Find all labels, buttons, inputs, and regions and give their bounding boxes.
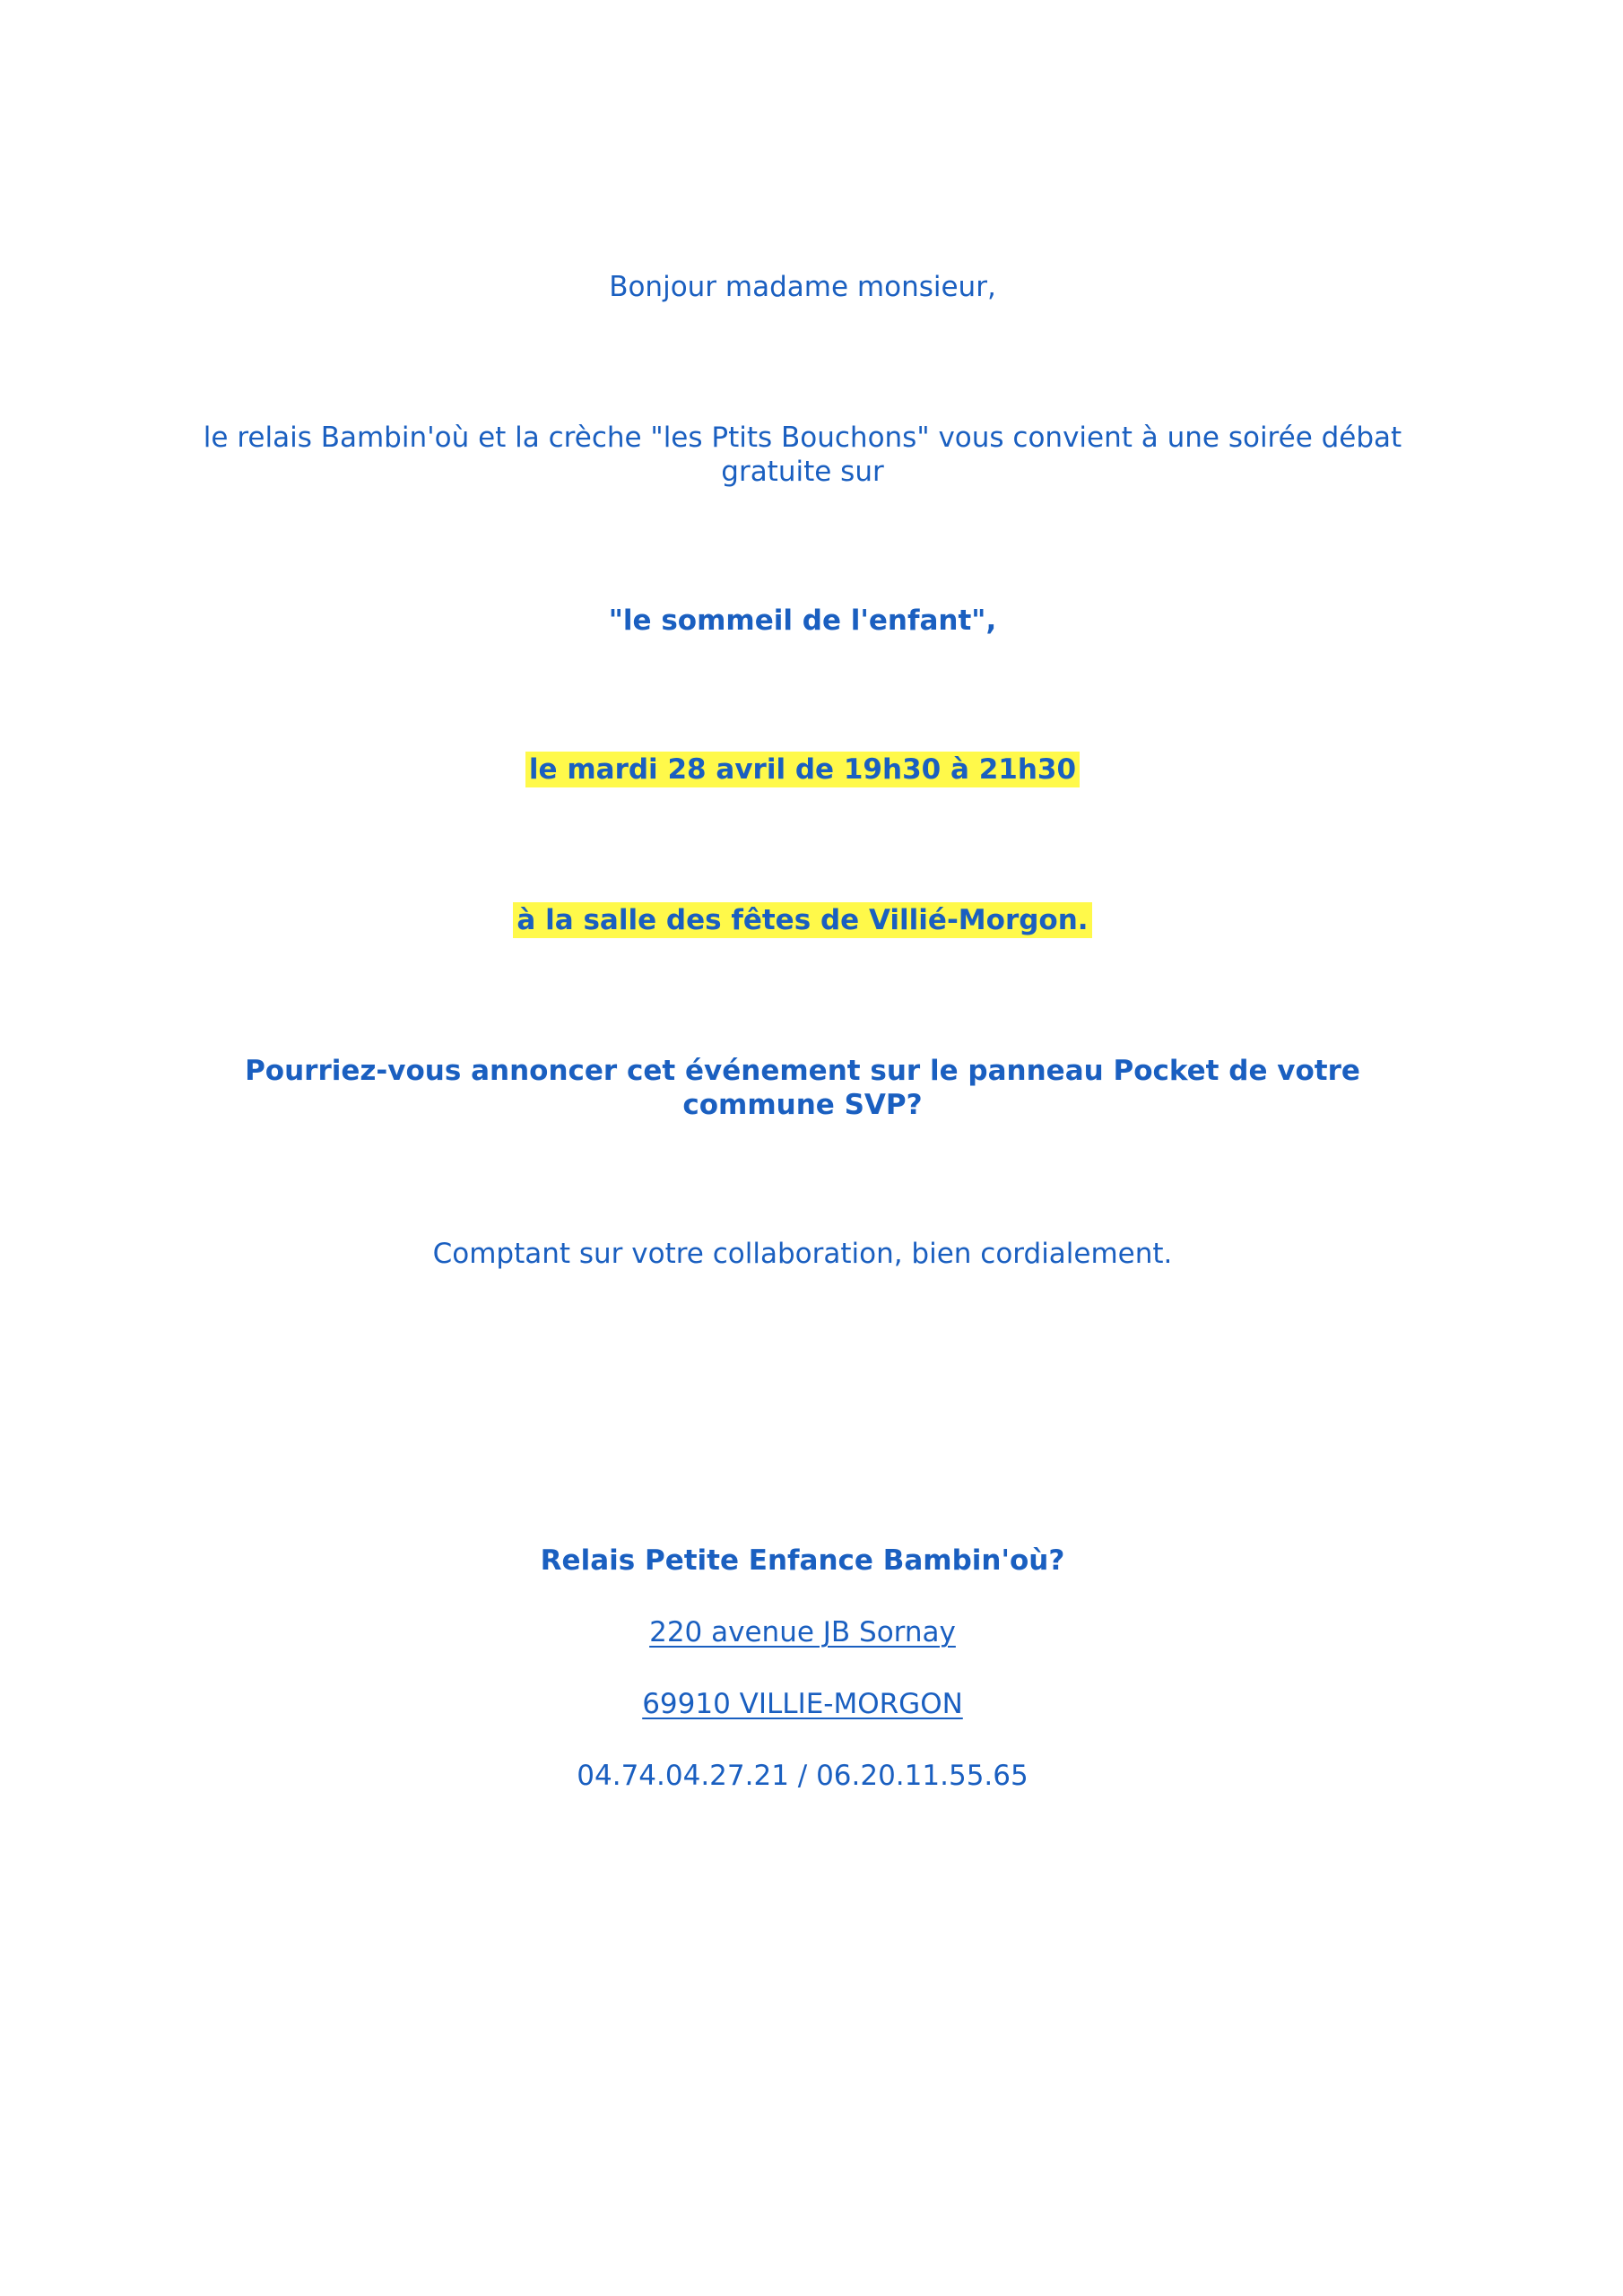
organization-name: Relais Petite Enfance Bambin'où? <box>540 1544 1065 1577</box>
closing: Comptant sur votre collaboration, bien cordialement. <box>432 1238 1173 1270</box>
street-address-row <box>0 1614 1605 1650</box>
city-address-row <box>0 1686 1605 1722</box>
event-venue-row <box>0 902 1605 938</box>
event-venue: à la salle des fêtes de Villié-Morgon. <box>513 902 1091 938</box>
greeting: Bonjour madame monsieur, <box>609 271 996 303</box>
event-date: le mardi 28 avril de 19h30 à 21h30 <box>525 752 1080 787</box>
event-date-row <box>0 752 1605 787</box>
city-address-link[interactable]: 69910 VILLIE-MORGON <box>642 1688 963 1720</box>
request-line-1: Pourriez-vous annoncer cet événement sur le panneau Pocket de votre <box>245 1055 1360 1087</box>
invitation-line-2: gratuite sur <box>721 456 884 488</box>
street-address-link[interactable]: 220 avenue JB Sornay <box>649 1616 956 1648</box>
phone-numbers: 04.74.04.27.21 / 06.20.11.55.65 <box>577 1760 1028 1792</box>
invitation-line-1: le relais Bambin'où et la crèche "les Ptits Bouchons" vous convient à une soirée débat <box>203 422 1402 454</box>
event-topic: "le sommeil de l'enfant", <box>608 604 997 637</box>
request-line-2: commune SVP? <box>682 1089 923 1121</box>
